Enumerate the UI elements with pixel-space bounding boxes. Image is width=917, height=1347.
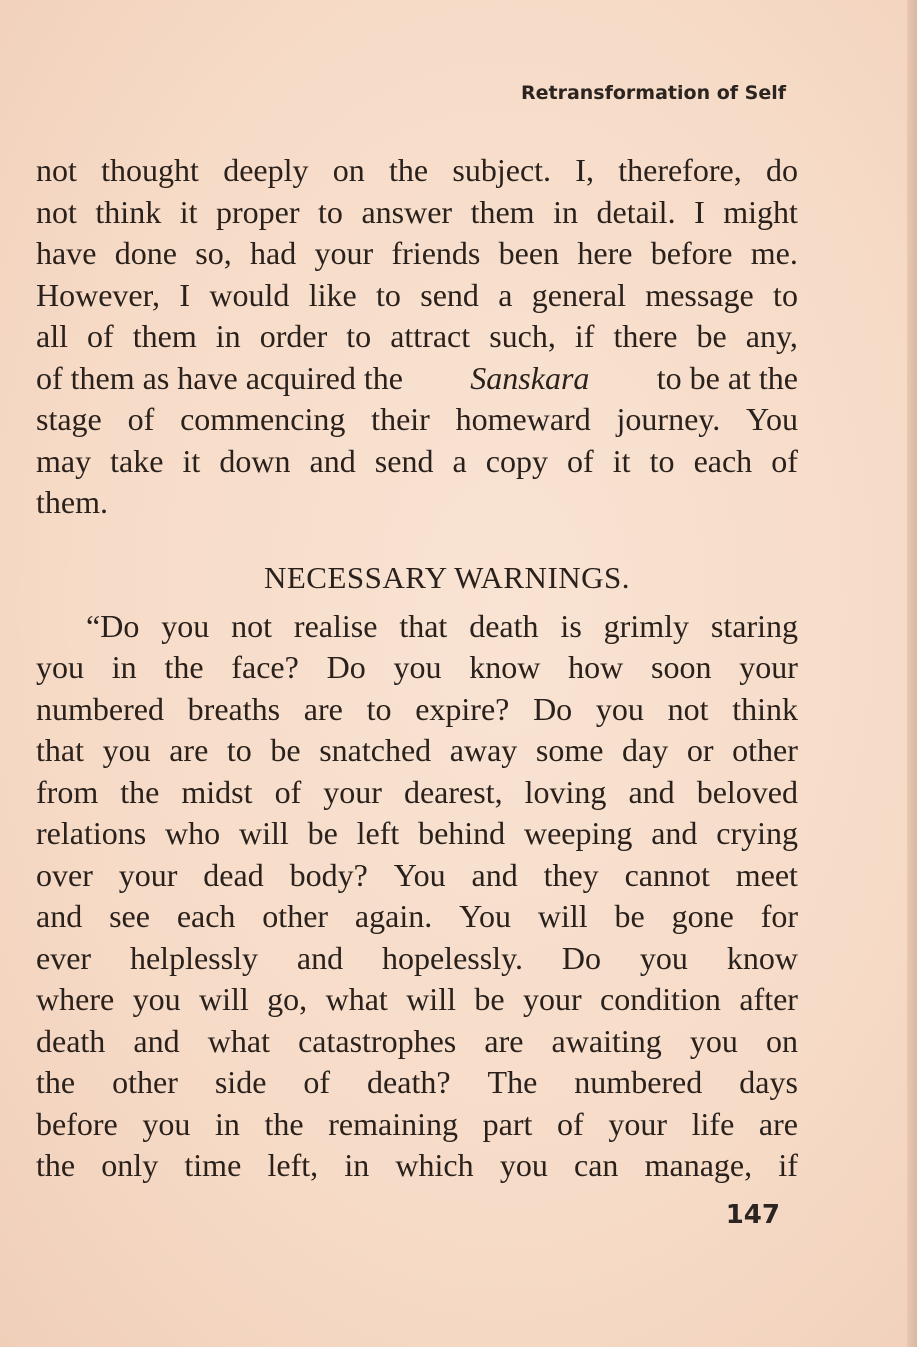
- word: and: [471, 856, 518, 893]
- text-line: [36, 772, 798, 814]
- word: them: [132, 318, 197, 354]
- word: detail.: [596, 193, 676, 230]
- word: me.: [750, 235, 798, 271]
- word: each: [693, 442, 753, 479]
- word: behind: [418, 815, 506, 851]
- word: the: [120, 773, 160, 810]
- word: other: [732, 732, 798, 768]
- word: breaths: [187, 690, 281, 727]
- word: thought: [101, 152, 199, 188]
- word: journey.: [616, 401, 721, 437]
- page-number: 147: [725, 1200, 780, 1230]
- word: time: [184, 1147, 242, 1183]
- word: is: [560, 607, 582, 644]
- word: on: [765, 1022, 798, 1059]
- word: of: [557, 1105, 584, 1142]
- word: which: [395, 1147, 474, 1183]
- text-line-mixed: [36, 358, 798, 400]
- word: before: [650, 235, 733, 271]
- word: proper: [216, 193, 300, 230]
- word: be: [614, 898, 645, 934]
- word: You: [746, 401, 798, 437]
- text-line: [36, 150, 798, 192]
- word: days: [739, 1064, 798, 1100]
- word: might: [723, 193, 798, 230]
- word: side: [214, 1064, 267, 1100]
- word: in: [215, 1105, 240, 1142]
- word: you: [102, 732, 151, 768]
- word: stage: [36, 401, 102, 437]
- word: to: [773, 276, 798, 313]
- word: what: [325, 981, 388, 1017]
- word: snatched: [319, 732, 432, 768]
- word: for: [760, 898, 798, 934]
- word: the: [36, 1064, 76, 1100]
- word: had: [250, 235, 297, 271]
- word: in: [215, 318, 241, 354]
- word: numbered: [574, 1064, 703, 1100]
- word: therefore,: [618, 152, 742, 188]
- word: friends: [391, 235, 481, 271]
- word: to: [346, 318, 372, 354]
- word: not: [667, 690, 709, 727]
- word: of: [567, 442, 594, 479]
- word: and: [309, 442, 356, 479]
- word: not: [36, 152, 77, 188]
- word: them: [470, 193, 535, 230]
- word: not: [231, 607, 273, 644]
- text-line: [36, 730, 798, 772]
- word: it: [179, 193, 198, 230]
- word: I: [694, 193, 705, 230]
- word: in: [344, 1147, 370, 1183]
- word: your: [522, 981, 582, 1017]
- text-line: [36, 441, 798, 483]
- word: Do: [533, 690, 573, 727]
- word: expire?: [415, 690, 510, 727]
- word: your: [608, 1105, 667, 1142]
- word: other: [112, 1064, 178, 1100]
- word: left,: [267, 1147, 319, 1183]
- word: gone: [671, 898, 734, 934]
- word: not: [36, 193, 77, 230]
- word: there: [613, 318, 678, 354]
- word: any,: [745, 318, 798, 354]
- word: in: [111, 649, 137, 685]
- word: However,: [36, 276, 160, 313]
- word: The: [487, 1064, 538, 1100]
- text-line: [36, 316, 798, 358]
- word: you: [689, 1022, 738, 1059]
- word: will: [537, 898, 588, 934]
- word: send: [420, 276, 479, 313]
- text-line: them.: [36, 484, 108, 520]
- word: a: [452, 442, 467, 479]
- word: I: [179, 276, 190, 313]
- text-line: [36, 275, 798, 317]
- word: know: [469, 649, 541, 685]
- word: of: [771, 442, 798, 479]
- text-line: [36, 606, 798, 648]
- word: weeping: [523, 815, 633, 851]
- word: go,: [267, 981, 308, 1017]
- word: ever: [36, 939, 92, 976]
- word: death?: [367, 1064, 451, 1100]
- word: be: [307, 815, 338, 851]
- text-line: [36, 233, 798, 275]
- word: that: [399, 607, 448, 644]
- text-line: [36, 855, 798, 897]
- word: again.: [354, 898, 433, 934]
- word: order: [259, 318, 328, 354]
- text-line: [36, 647, 798, 689]
- text-line: [36, 689, 798, 731]
- word: awaiting: [551, 1022, 662, 1059]
- word: some: [535, 732, 604, 768]
- text-line: [36, 1062, 798, 1104]
- word: catastrophes: [298, 1022, 457, 1059]
- word: meet: [735, 856, 798, 893]
- word: you: [499, 1147, 548, 1183]
- word: will: [198, 981, 249, 1017]
- text-line: [36, 979, 798, 1021]
- word: Do: [326, 649, 366, 685]
- word: to: [318, 193, 343, 230]
- word: attract: [390, 318, 471, 354]
- word: you: [393, 649, 442, 685]
- word: are: [169, 732, 209, 768]
- word: be: [270, 732, 301, 768]
- word: what: [207, 1022, 270, 1059]
- word: the: [389, 152, 429, 188]
- word: left: [356, 815, 400, 851]
- word: death: [36, 1022, 106, 1059]
- word: of: [274, 773, 302, 810]
- word: that: [36, 732, 84, 768]
- word: to: [376, 276, 401, 313]
- word: you: [132, 981, 181, 1017]
- word: know: [726, 939, 798, 976]
- word: are: [758, 1105, 798, 1142]
- word: you: [36, 649, 84, 685]
- word: to: [226, 732, 252, 768]
- word: general: [531, 276, 626, 313]
- word: deeply: [223, 152, 309, 188]
- word: may: [36, 442, 92, 479]
- word: your: [118, 856, 178, 893]
- word: to: [649, 442, 675, 479]
- word: think: [732, 690, 798, 727]
- word: of: [303, 1064, 331, 1100]
- word: staring: [710, 607, 798, 644]
- word: commencing: [180, 401, 346, 437]
- word: on: [332, 152, 365, 188]
- word: the: [164, 649, 204, 685]
- word: homeward: [455, 401, 591, 437]
- word: soon: [651, 649, 712, 685]
- word: helplessly: [129, 939, 258, 976]
- word: hopelessly.: [381, 939, 523, 976]
- word: will: [238, 815, 289, 851]
- word: see: [109, 898, 150, 934]
- word: are: [303, 690, 343, 727]
- word: in: [553, 193, 578, 230]
- word: if: [778, 1147, 798, 1183]
- word: take: [110, 442, 164, 479]
- word: life: [691, 1105, 735, 1142]
- word: after: [739, 981, 798, 1017]
- word: have: [36, 235, 97, 271]
- word: it: [182, 442, 201, 479]
- word: only: [101, 1147, 159, 1183]
- word: face?: [231, 649, 299, 685]
- word: and: [651, 815, 698, 851]
- word: down: [219, 442, 291, 479]
- word: and: [36, 898, 83, 934]
- word: to: [366, 690, 392, 727]
- word: body?: [289, 856, 368, 893]
- text-line: [36, 1104, 798, 1146]
- text-line: [36, 813, 798, 855]
- word: away: [449, 732, 518, 768]
- word: think: [95, 193, 162, 230]
- text-line: [36, 1145, 798, 1187]
- word: do: [765, 152, 798, 188]
- word: grimly: [603, 607, 689, 644]
- word: will: [406, 981, 456, 1017]
- word: send: [374, 442, 434, 479]
- word: can: [574, 1147, 619, 1183]
- word: it: [612, 442, 631, 479]
- word: your: [314, 235, 374, 271]
- word: so,: [195, 235, 232, 271]
- word: are: [484, 1022, 524, 1059]
- text-line: [36, 1021, 798, 1063]
- word: realise: [293, 607, 378, 644]
- word: over: [36, 856, 93, 893]
- word: copy: [485, 442, 548, 479]
- word: and: [296, 939, 344, 976]
- word: from: [36, 773, 99, 810]
- text-line: [36, 192, 798, 234]
- word: answer: [361, 193, 453, 230]
- word: dearest,: [403, 773, 503, 810]
- word: your: [739, 649, 798, 685]
- word: part: [482, 1105, 533, 1142]
- word: a: [498, 276, 513, 313]
- word: your: [323, 773, 382, 810]
- text-line: [36, 896, 798, 938]
- word: the: [36, 1147, 76, 1183]
- word: all: [36, 318, 68, 354]
- word: You: [393, 856, 446, 893]
- word: remaining: [328, 1105, 458, 1142]
- word: you: [161, 607, 210, 644]
- word: here: [577, 235, 633, 271]
- page-edge: [907, 0, 917, 1347]
- word: loving: [524, 773, 607, 810]
- text-segment: to be at the: [656, 359, 798, 396]
- word: you: [595, 690, 644, 727]
- word: manage,: [644, 1147, 753, 1183]
- word: each: [176, 898, 236, 934]
- word: crying: [716, 815, 798, 851]
- word: death: [469, 607, 539, 644]
- word: how: [568, 649, 624, 685]
- word: and: [133, 1022, 180, 1059]
- word: relations: [36, 815, 147, 851]
- word: subject.: [452, 152, 552, 188]
- text-line: [36, 938, 798, 980]
- section-heading: NECESSARY WARNINGS.: [263, 559, 631, 595]
- word: who: [165, 815, 221, 851]
- word: be: [696, 318, 727, 354]
- word: you: [639, 939, 688, 976]
- word: done: [114, 235, 177, 271]
- word: message: [645, 276, 754, 313]
- word: beloved: [696, 773, 798, 810]
- word: such,: [489, 318, 556, 354]
- word: You: [459, 898, 511, 934]
- word: be: [474, 981, 505, 1017]
- word: their: [371, 401, 430, 437]
- running-head: Retransformation of Self: [520, 82, 786, 104]
- word: dead: [203, 856, 264, 893]
- italic-term: Sanskara: [470, 359, 590, 396]
- word: midst: [181, 773, 253, 810]
- word: you: [142, 1105, 191, 1142]
- text-segment: of them as have acquired the: [36, 359, 403, 396]
- word: they: [543, 856, 599, 893]
- word: other: [262, 898, 329, 934]
- word: cannot: [624, 856, 710, 893]
- word: the: [264, 1105, 304, 1142]
- word: condition: [600, 981, 721, 1017]
- word: would: [209, 276, 290, 313]
- word: of: [127, 401, 155, 437]
- word: where: [36, 981, 115, 1017]
- word: day: [622, 732, 669, 768]
- word: like: [308, 276, 357, 313]
- text-line: [36, 399, 798, 441]
- word: I,: [575, 152, 594, 188]
- word: and: [628, 773, 675, 810]
- page-body: [36, 150, 798, 1187]
- word: numbered: [36, 690, 164, 727]
- word: “Do: [86, 607, 140, 644]
- word: before: [36, 1105, 118, 1142]
- word: been: [498, 235, 560, 271]
- word: of: [87, 318, 114, 354]
- word: Do: [561, 939, 601, 976]
- word: or: [686, 732, 714, 768]
- word: if: [574, 318, 595, 354]
